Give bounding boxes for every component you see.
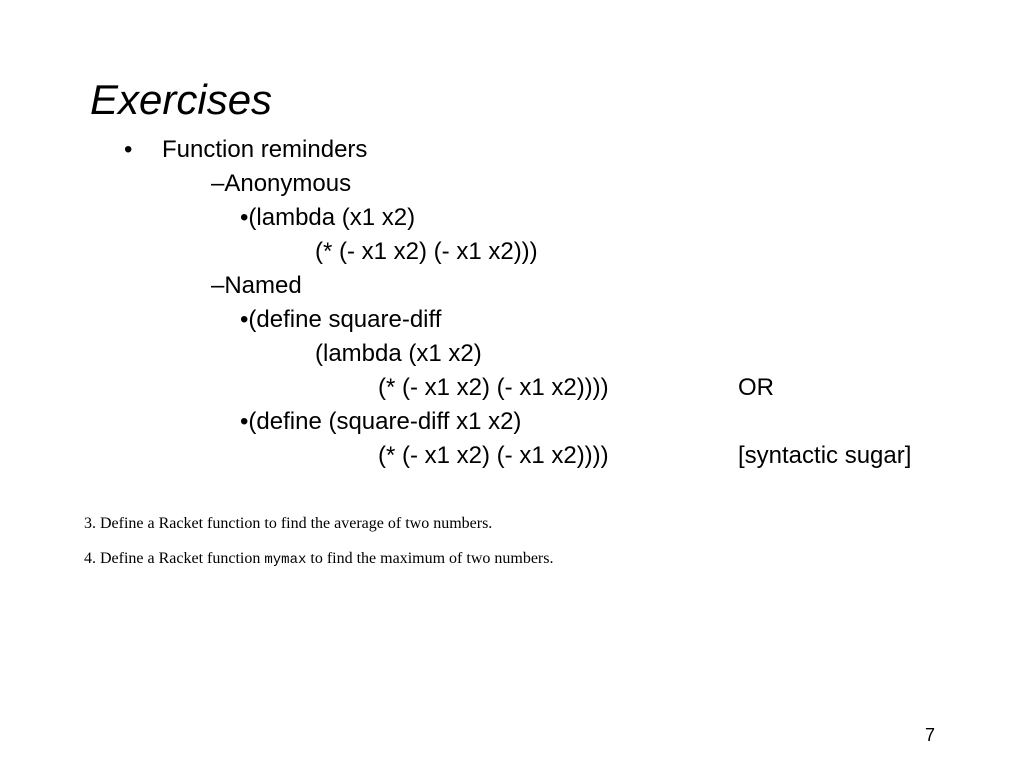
sub-bullet-named: –Named: [211, 272, 302, 299]
page-number: 7: [925, 725, 936, 745]
syntactic-sugar-note: [syntactic sugar]: [738, 442, 912, 469]
code-line-anonymous-body: (* (- x1 x2) (- x1 x2))): [315, 238, 538, 265]
code-line-named-define: •(define square-diff: [240, 306, 442, 333]
bullet-marker: •: [124, 136, 133, 163]
code-line-named-body: (* (- x1 x2) (- x1 x2)))): [378, 374, 609, 401]
exercise-item-3: [84, 513, 492, 535]
exercise-item-4: [84, 548, 553, 571]
code-line-sugar-body: (* (- x1 x2) (- x1 x2)))): [378, 442, 609, 469]
code-line-named-lambda: (lambda (x1 x2): [315, 340, 482, 367]
code-line-anonymous-lambda: •(lambda (x1 x2): [240, 204, 416, 231]
bullet-function-reminders: Function reminders: [162, 136, 368, 163]
exercise-text: Define a Racket function: [100, 550, 265, 567]
exercise-number: 4.: [84, 550, 96, 567]
exercise-text: Define a Racket function to find the average of two numbers.: [100, 515, 493, 532]
slide-title: Exercises: [90, 76, 273, 123]
exercise-text-after: to find the maximum of two numbers.: [306, 550, 554, 567]
sub-bullet-anonymous: –Anonymous: [211, 170, 352, 197]
code-line-sugar-define: •(define (square-diff x1 x2): [240, 408, 522, 435]
or-note: OR: [738, 374, 774, 401]
exercise-number: 3.: [84, 515, 96, 532]
exercise-code-mymax: mymax: [264, 552, 307, 568]
